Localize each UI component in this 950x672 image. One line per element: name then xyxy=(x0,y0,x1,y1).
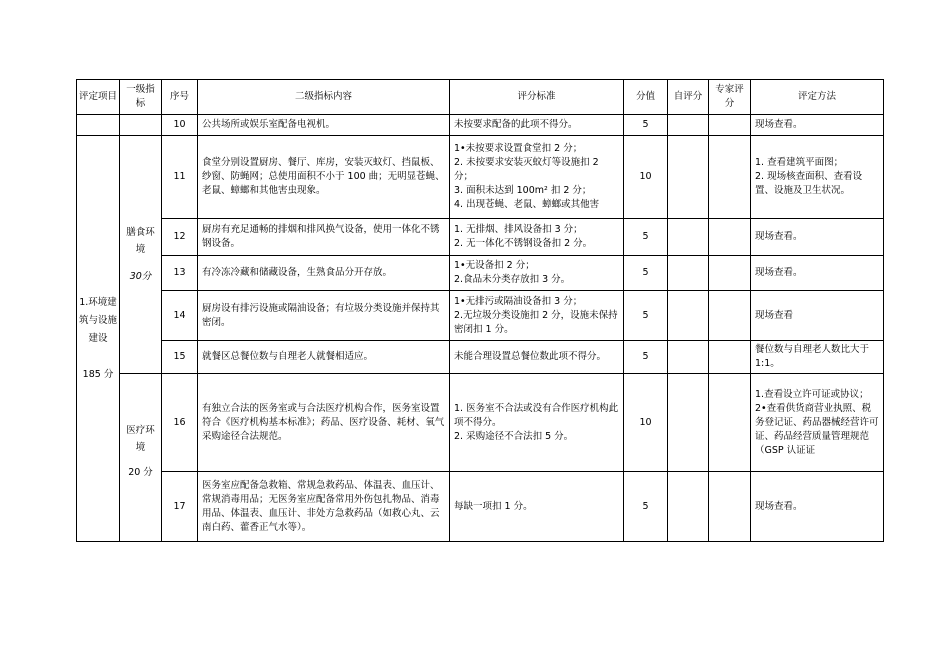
row-criteria xyxy=(450,115,624,136)
method-line: 现场查看。 xyxy=(755,267,803,278)
expert-score-cell xyxy=(709,136,751,219)
self-score-cell xyxy=(668,219,709,256)
row-content: 有独立合法的医务室或与合法医疗机构合作，医务室设置符合《医疗机构基本标准》；药品、医疗设备、耗材、氧气采购途径合法规范。 xyxy=(198,374,450,472)
table-header-row xyxy=(77,80,884,115)
criteria-line: 3. 面积未达到 100m² 扣 2 分； xyxy=(454,185,592,196)
row-points: 5 xyxy=(624,291,668,341)
expert-score-cell xyxy=(709,256,751,291)
expert-score-cell xyxy=(709,341,751,374)
row-content: 厨房有充足通畅的排烟和排风换气设备，使用一体化不锈钢设备。 xyxy=(198,219,450,256)
header-expert-score: 专家评分 xyxy=(709,80,751,115)
row-method xyxy=(751,472,884,542)
method-line: 现场查看。 xyxy=(755,119,803,130)
criteria-line: 未能合理设置总餐位数此项不得分。 xyxy=(454,351,607,362)
self-score-cell xyxy=(668,115,709,136)
header-content: 二级指标内容 xyxy=(198,80,450,115)
group-name: 医疗环境 xyxy=(126,425,155,453)
table-row xyxy=(77,341,884,374)
table-row xyxy=(77,374,884,472)
group-score: 20 分 xyxy=(128,467,153,478)
row-no: 15 xyxy=(162,341,198,374)
expert-score-cell xyxy=(709,219,751,256)
row-no: 13 xyxy=(162,256,198,291)
row-criteria xyxy=(450,472,624,542)
criteria-line: 1•未按要求设置食堂扣 2 分； xyxy=(454,143,583,154)
table-row xyxy=(77,256,884,291)
self-score-cell xyxy=(668,256,709,291)
row-points: 10 xyxy=(624,136,668,219)
table-row xyxy=(77,472,884,542)
row-method xyxy=(751,291,884,341)
group-cell xyxy=(120,136,162,374)
row-method xyxy=(751,115,884,136)
group-score: 30分 xyxy=(129,271,152,282)
header-criteria: 评分标准 xyxy=(450,80,624,115)
self-score-cell xyxy=(668,341,709,374)
row-no: 14 xyxy=(162,291,198,341)
row-points: 5 xyxy=(624,341,668,374)
table-row xyxy=(77,136,884,219)
row-no: 10 xyxy=(162,115,198,136)
category-name: 1.环境建筑与设施建设 xyxy=(79,296,118,344)
row-content: 就餐区总餐位数与自理老人就餐相适应。 xyxy=(198,341,450,374)
row-method xyxy=(751,136,884,219)
table-row xyxy=(77,291,884,341)
method-line: 2•查看供货商营业执照、税务登记证、药品器械经营许可证、药品经营质量管理规范（GSP 认证证 xyxy=(755,402,879,456)
row-criteria xyxy=(450,136,624,219)
header-method: 评定方法 xyxy=(751,80,884,115)
group-cell xyxy=(120,374,162,542)
row-method xyxy=(751,341,884,374)
criteria-line: 1•无排污或隔油设备扣 3 分； xyxy=(454,295,583,307)
header-no: 序号 xyxy=(162,80,198,115)
expert-score-cell xyxy=(709,472,751,542)
criteria-line: 1. 无排烟、排风设备扣 3 分； xyxy=(454,224,583,235)
row-points: 10 xyxy=(624,374,668,472)
self-score-cell xyxy=(668,136,709,219)
row-criteria xyxy=(450,291,624,341)
self-score-cell xyxy=(668,374,709,472)
header-level1: 一级指标 xyxy=(120,80,162,115)
row-content: 公共场所或娱乐室配备电视机。 xyxy=(198,115,450,136)
criteria-line: 1. 医务室不合法或没有合作医疗机构此项不得分。 xyxy=(454,402,619,428)
empty-cell xyxy=(120,115,162,136)
method-line: 现场查看 xyxy=(755,309,794,321)
header-self-score: 自评分 xyxy=(668,80,709,115)
category-cell xyxy=(77,136,120,542)
row-method xyxy=(751,374,884,472)
method-line: 2. 现场核查面积、查看设置、设施及卫生状况。 xyxy=(755,171,863,196)
criteria-line: 4. 出现苍蝇、老鼠、蟑螂或其他害 xyxy=(454,199,600,210)
table-row xyxy=(77,219,884,256)
method-line: 现场查看。 xyxy=(755,231,803,242)
criteria-line: 2. 采购途径不合法扣 5 分。 xyxy=(454,430,574,442)
empty-cell xyxy=(77,115,120,136)
row-content: 厨房设有排污设施或隔油设备；有垃圾分类设施并保持其密闭。 xyxy=(198,291,450,341)
method-line: 1.查看设立许可证或协议； xyxy=(755,388,869,400)
group-name: 膳食环境 xyxy=(126,227,155,255)
row-content: 食堂分别设置厨房、餐厅、库房，安装灭蚊灯、挡鼠板、纱窗、防蝇网；总使用面积不小于 100 曲；无明显苍蝇、老鼠、蟑螂和其他害虫现象。 xyxy=(198,136,450,219)
method-line: 餐位数与自理老人数比大于 1:1。 xyxy=(755,344,870,369)
row-criteria xyxy=(450,219,624,256)
row-method xyxy=(751,256,884,291)
criteria-line: 2.无垃圾分类设施扣 2 分，设施未保持密闭扣 1 分。 xyxy=(454,309,618,335)
self-score-cell xyxy=(668,291,709,341)
row-points: 5 xyxy=(624,115,668,136)
evaluation-table xyxy=(76,79,884,542)
row-criteria xyxy=(450,374,624,472)
criteria-line: 2. 未按要求安装灭蚊灯等设施扣 2 分； xyxy=(454,157,599,182)
method-line: 1. 查看建筑平面图； xyxy=(755,157,844,168)
expert-score-cell xyxy=(709,115,751,136)
row-criteria xyxy=(450,341,624,374)
table-row xyxy=(77,115,884,136)
row-method xyxy=(751,219,884,256)
row-content: 有冷冻冷藏和储藏设备，生熟食品分开存放。 xyxy=(198,256,450,291)
row-no: 12 xyxy=(162,219,198,256)
header-points: 分值 xyxy=(624,80,668,115)
criteria-line: 2. 无一体化不锈钢设备扣 2 分。 xyxy=(454,238,593,249)
row-points: 5 xyxy=(624,256,668,291)
row-points: 5 xyxy=(624,472,668,542)
method-line: 现场查看。 xyxy=(755,500,803,512)
row-no: 17 xyxy=(162,472,198,542)
criteria-line: 2.食品未分类存放扣 3 分。 xyxy=(454,274,571,285)
row-points: 5 xyxy=(624,219,668,256)
row-content: 医务室应配备急救箱、常规急救药品、体温表、血压计、常规消毒用品；无医务室应配备常用外伤包扎物品、消毒用品、体温表、血压计、非处方急救药品（如救心丸、云南白药、藿香正气水等）。 xyxy=(198,472,450,542)
self-score-cell xyxy=(668,472,709,542)
row-no: 16 xyxy=(162,374,198,472)
expert-score-cell xyxy=(709,374,751,472)
row-no: 11 xyxy=(162,136,198,219)
category-score: 185 分 xyxy=(82,368,114,380)
expert-score-cell xyxy=(709,291,751,341)
criteria-line: 未按要求配备的此项不得分。 xyxy=(454,119,578,130)
header-item: 评定项目 xyxy=(77,80,120,115)
criteria-line: 1•无设备扣 2 分； xyxy=(454,260,535,271)
criteria-line: 每缺一项扣 1 分。 xyxy=(454,500,533,512)
row-criteria xyxy=(450,256,624,291)
